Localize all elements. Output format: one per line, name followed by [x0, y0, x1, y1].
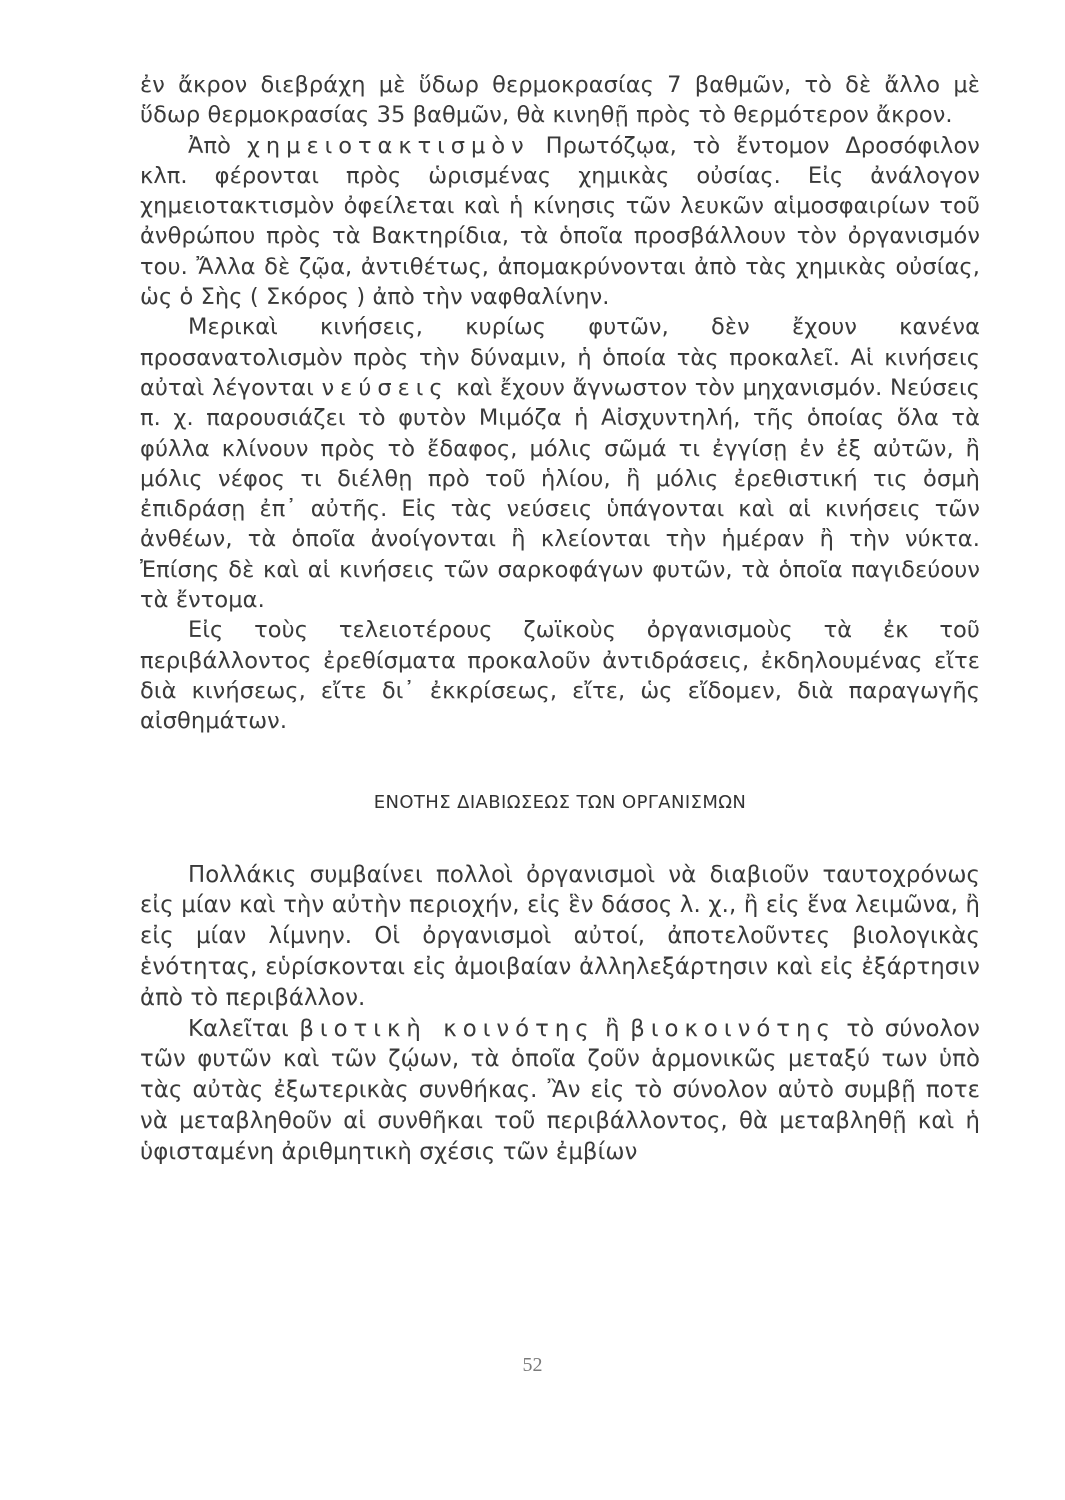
- paragraph-coexistence: Πολλάκις συμβαίνει πολλοὶ ὀργανισμοὶ νὰ διαβιοῦν ταυτοχρόνως εἰς μίαν καὶ τὴν αὐτὴν περιοχήν, εἰς ἓν δάσος λ. χ., ἢ εἰς ἕνα λειμῶνα, ἢ εἰς μίαν λίμνην. Οἱ ὀργανισμοὶ αὐτοί, ἀποτελοῦντες βιολογικὰς ἑνότητας, εὑρίσκονται εἰς ἀμοιβαίαν ἀλληλεξάρτησιν καὶ εἰς ἐξάρτησιν ἀπὸ τὸ περιβάλλον.: [140, 861, 980, 1011]
- page-number: 52: [522, 1354, 543, 1376]
- paragraph-stimuli: Εἰς τοὺς τελειοτέρους ζωϊκοὺς ὀργανισμοὺς τὰ ἐκ τοῦ περιβάλλοντος ἐρεθίσματα προκαλοῦν ἀντιδράσεις, ἐκδηλουμένας εἴτε διὰ κινήσεως, εἴτε δι᾽ ἐκκρίσεως, εἴτε, ὡς εἴδομεν, διὰ παραγωγῆς αἰσθημάτων.: [140, 617, 980, 735]
- text-run: καὶ ἔχουν ἄγνωστον τὸν μηχανισμόν. Νεύσεις π. χ. παρουσιάζει τὸ φυτὸν Μιμόζα ἡ Αἰσχυντηλή, τῆς ὁποίας ὅλα τὰ φύλλα κλίνουν πρὸς τὸ ἔδαφος, μόλις σῶμά τι ἐγγίσῃ ἐν ἐξ αὐτῶν, ἢ μόλις νέφος τι διέλθῃ πρὸ τοῦ ἡλίου, ἢ μόλις ἐρεθιστική τις ὀσμὴ ἐπιδράσῃ ἐπ᾽ αὐτῆς. Εἰς τὰς νεύσεις ὑπάγονται καὶ αἱ κινήσεις τῶν ἀνθέων, τὰ ὁποῖα ἀνοίγονται ἢ κλείονται τὴν ἡμέραν ἢ τὴν νύκτα. Ἐπίσης δὲ καὶ αἱ κινήσεις τῶν σαρκοφάγων φυτῶν, τὰ ὁποῖα παγιδεύουν τὰ ἔντομα.: [140, 374, 980, 614]
- text-run: ἢ: [594, 1015, 631, 1042]
- spaced-term: νεύσεις: [321, 374, 449, 401]
- text-run: Πρωτόζῳα, τὸ ἔντομον Δροσόφιλον κλπ. φέρονται πρὸς ὡρισμένας χημικὰς οὐσίας. Εἰς ἀνάλογον χημειοτακτισμὸν ὀφείλεται καὶ ἡ κίνησις τῶν λευκῶν αἱμοσφαιρίων τοῦ ἀνθρώπου πρὸς τὰ Βακτηρίδια, τὰ ὁποῖα προσβάλλουν τὸν ὀργανισμόν του. Ἄλλα δὲ ζῷα, ἀντιθέτως, ἀπομακρύνονται ἀπὸ τὰς χημικὰς οὐσίας, ὡς ὁ Σὴς ( Σκόρος ) ἀπὸ τὴν ναφθαλίνην.: [140, 132, 980, 311]
- text-run: Ἀπὸ: [188, 132, 247, 159]
- text-run: Καλεῖται: [188, 1015, 300, 1042]
- spaced-term: βιοκοινότης: [630, 1015, 836, 1042]
- text-run: Μερικαὶ κινήσεις, κυρίως φυτῶν, δὲν ἔχουν κανένα προσανατολισμὸν πρὸς τὴν δύναμιν, ἡ ὁποία τὰς προκαλεῖ. Αἱ κινήσεις αὐταὶ λέγονται: [140, 314, 980, 401]
- spaced-term: βιοτικὴ κοινότης: [299, 1015, 595, 1042]
- text-block-top: [140, 70, 980, 737]
- paragraph-chemotaxis: [140, 131, 980, 313]
- page-text: [140, 70, 980, 1168]
- paragraph-biocommunity: [140, 1014, 980, 1168]
- section-heading: ΕΝΟΤΗΣ ΔΙΑΒΙΩΣΕΩΣ ΤΩΝ ΟΡΓΑΝΙΣΜΩΝ: [373, 791, 747, 813]
- paragraph-nastic-movements: [140, 312, 980, 615]
- spaced-term: χημειοτακτισμὸν: [246, 132, 530, 159]
- text-run: τὸ σύνολον τῶν φυτῶν καὶ τῶν ζῴων, τὰ ὁποῖα ζοῦν ἁρμονικῶς μεταξύ των ὑπὸ τὰς αὐτὰς ἐξωτερικὰς συνθήκας. Ἂν εἰς τὸ σύνολον αὐτὸ συμβῇ ποτε νὰ μεταβληθοῦν αἱ συνθῆκαι τοῦ περιβάλλοντος, θὰ μεταβληθῇ καὶ ἡ ὑφισταμένη ἀριθμητικὴ σχέσις τῶν ἐμβίων: [140, 1015, 980, 1165]
- paragraph-continued: ἐν ἄκρον διεβράχη μὲ ὕδωρ θερμοκρασίας 7 βαθμῶν, τὸ δὲ ἄλλο μὲ ὕδωρ θερμοκρασίας 35 βαθμῶν, θὰ κινηθῇ πρὸς τὸ θερμότερον ἄκρον.: [140, 72, 980, 129]
- text-block-bottom: [140, 860, 980, 1168]
